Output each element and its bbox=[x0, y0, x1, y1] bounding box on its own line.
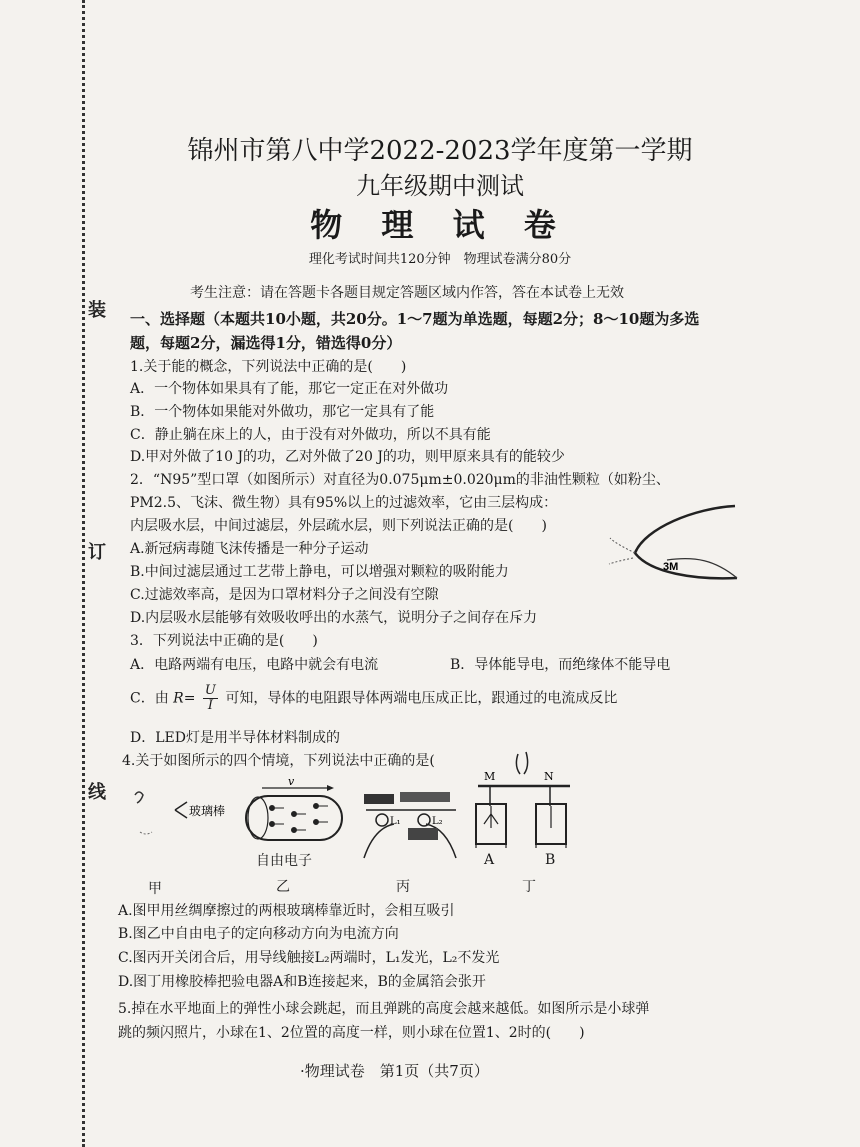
binding-char-zhuang: 装 bbox=[88, 300, 106, 321]
q3-formula-r: R bbox=[173, 690, 184, 707]
figure-label-yi: 乙 bbox=[276, 879, 290, 895]
q3-formula-equals: = bbox=[183, 690, 196, 707]
exam-title-subject: 物 理 试 卷 bbox=[310, 206, 570, 244]
q1-option-a: A．一个物体如果具有了能，那它一定正在对外做功 bbox=[130, 381, 449, 397]
binding-char-xian: 线 bbox=[88, 782, 106, 803]
q4-stem: 4.关于如图所示的四个情境，下列说法中正确的是( bbox=[122, 753, 435, 769]
n95-mask-figure bbox=[605, 498, 745, 588]
figure-bing-l1-label: L₁ bbox=[390, 816, 401, 827]
q3-formula-fraction bbox=[203, 684, 218, 713]
q2-stem-line1: 2．“N95”型口罩（如图所示）对直径为0.075μm±0.020μm的非油性颗粒（如粉尘、 bbox=[130, 472, 670, 488]
q3-option-d: D．LED灯是用半导体材料制成的 bbox=[130, 730, 340, 746]
figure-ding-b-label: B bbox=[545, 852, 556, 868]
q3-stem: 3．下列说法中正确的是( ) bbox=[130, 633, 318, 649]
q3-formula-numerator: U bbox=[204, 683, 216, 698]
q4-option-d: D.图丁用橡胶棒把验电器A和B连接起来，B的金属箔会张开 bbox=[118, 974, 486, 990]
q2-stem-line2: PM2.5、飞沫、微生物）具有95%以上的过滤效率，它由三层构成： bbox=[130, 495, 558, 511]
figure-jia-glass-rods bbox=[125, 780, 235, 850]
figure-label-jia: 甲 bbox=[148, 881, 162, 897]
binding-dotted-line bbox=[82, 0, 85, 1147]
q3-option-a: A．电路两端有电压，电路中就会有电流 bbox=[130, 657, 379, 673]
exam-notice: 考生注意：请在答题卡各题目规定答题区域内作答，答在本试卷上无效 bbox=[190, 285, 624, 301]
q2-option-a: A.新冠病毒随飞沫传播是一种分子运动 bbox=[130, 541, 369, 557]
figure-ding-a-label: A bbox=[484, 852, 495, 868]
q2-stem-line3: 内层吸水层，中间过滤层，外层疏水层，则下列说法正确的是( ) bbox=[130, 518, 547, 534]
q3-option-c-prefix: C．由 bbox=[130, 690, 169, 707]
figure-jia-glass-rod-label: 玻璃棒 bbox=[189, 804, 226, 818]
page-footer: ·物理试卷 第1页（共7页） bbox=[300, 1062, 489, 1080]
figure-ding-n-label: N bbox=[544, 770, 554, 783]
q3-option-c-suffix: 可知，导体的电阻跟导体两端电压成正比，跟通过的电流成反比 bbox=[225, 690, 618, 707]
q2-option-b: B.中间过滤层通过工艺带上静电，可以增强对颗粒的吸附能力 bbox=[130, 564, 509, 580]
q5-stem-line2: 跳的频闪照片，小球在1、2位置的高度一样，则小球在位置1、2时的( ) bbox=[118, 1025, 585, 1041]
exam-info: 理化考试时间共120分钟 物理试卷满分80分 bbox=[308, 252, 572, 267]
q2-option-c: C.过滤效率高，是因为口罩材料分子之间没有空隙 bbox=[130, 587, 439, 603]
exam-title-school: 锦州市第八中学2022-2023学年度第一学期 bbox=[187, 136, 693, 166]
q3-formula-denominator: I bbox=[207, 698, 213, 713]
section1-heading-line2: 题，每题2分，漏选得1分，错选得0分） bbox=[130, 334, 402, 352]
binding-char-ding: 订 bbox=[88, 542, 106, 563]
mask-logo-text: 3M bbox=[663, 561, 679, 573]
q1-option-d: D.甲对外做了10 J的功，乙对外做了20 J的功，则甲原来具有的能较少 bbox=[130, 449, 565, 465]
q2-option-d: D.内层吸水层能够有效吸收呼出的水蒸气，说明分子之间存在斥力 bbox=[130, 610, 538, 626]
section1-heading-line1: 一、选择题（本题共10小题，共20分。1～7题为单选题，每题2分；8～10题为多选 bbox=[130, 310, 700, 328]
figure-label-ding: 丁 bbox=[522, 879, 536, 895]
figure-yi-conductor bbox=[232, 776, 354, 846]
q1-option-c: C．静止躺在床上的人，由于没有对外做功，所以不具有能 bbox=[130, 427, 491, 443]
q1-option-b: B．一个物体如果能对外做功，那它一定具有了能 bbox=[130, 404, 435, 420]
q5-stem-line1: 5.掉在水平地面上的弹性小球会跳起，而且弹跳的高度会越来越低。如图所示是小球弹 bbox=[118, 1001, 650, 1017]
q4-option-b: B.图乙中自由电子的定向移动方向为电流方向 bbox=[118, 926, 399, 942]
figure-bing-l2-label: L₂ bbox=[432, 816, 443, 827]
q3-option-c bbox=[130, 684, 617, 713]
figure-label-bing: 丙 bbox=[396, 879, 410, 895]
q4-option-a: A.图甲用丝绸摩擦过的两根玻璃棒靠近时，会相互吸引 bbox=[118, 903, 455, 919]
figure-bing-circuit bbox=[356, 780, 464, 860]
figure-ding-m-label: M bbox=[484, 770, 496, 783]
figure-yi-free-electron-label: 自由电子 bbox=[256, 853, 312, 869]
exam-title-grade: 九年级期中测试 bbox=[356, 172, 524, 200]
q3-option-b: B．导体能导电，而绝缘体不能导电 bbox=[450, 657, 671, 673]
figure-yi-velocity-label: v bbox=[288, 776, 295, 788]
q1-stem: 1.关于能的概念，下列说法中正确的是( ) bbox=[130, 359, 407, 375]
q4-option-c: C.图丙开关闭合后，用导线触接L₂两端时，L₁发光，L₂不发光 bbox=[118, 950, 500, 966]
figure-ding-electroscopes bbox=[470, 748, 580, 860]
